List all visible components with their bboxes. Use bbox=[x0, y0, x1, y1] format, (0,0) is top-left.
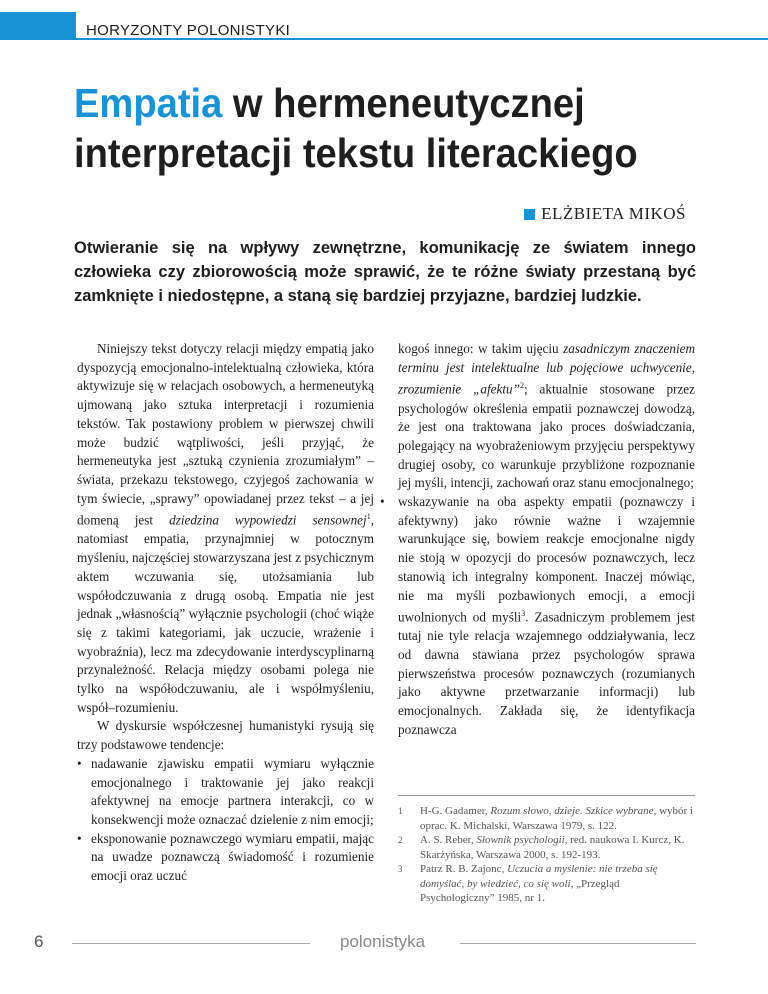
bullet-item bbox=[77, 755, 374, 830]
footnote-italic: Uczucia a myślenie: nie trzeba się domyślać, by wiedzieć, co się woli bbox=[420, 863, 658, 890]
page-number: 6 bbox=[34, 932, 44, 951]
article-title bbox=[74, 78, 669, 178]
body-paragraph: W dyskursie współczesnej humanistyki rysują się trzy podstawowe tendencje: bbox=[77, 718, 374, 753]
bullet-icon: • bbox=[77, 830, 82, 846]
footnote bbox=[398, 862, 695, 906]
text-run: , natomiast empatia, przynajmniej w potocznym myśleniu, najczęściej stowarzyszana jest z psychicznym aktem wczuwania się, utożsamiania lub współodczuwania z drugą osobą. Empatia nie jest jednak „własnością” wyłącznie psychologii (choć wiąże się z takimi kategoriami, jak uczucie, wrażenie i wyobraźnia), lecz ma zdecydowanie interdyscyplinarną przynależność. Relacja między osobami polega nie tylko na współodczuwaniu, ale i współmyśleniu, współ–rozumieniu. bbox=[77, 512, 374, 715]
footer-rule bbox=[72, 943, 310, 944]
footnote-text: , „Przegląd Psychologiczny” 1985, nr 1. bbox=[420, 877, 620, 904]
body-paragraph bbox=[77, 340, 374, 717]
italic-run: zasadniczym znaczeniem terminu jest intelektualne lub pojęciowe uchwycenie, zrozumienie „afektu” bbox=[398, 341, 695, 397]
bullet-icon: • bbox=[380, 494, 385, 510]
footnote-number: 3 bbox=[398, 864, 403, 874]
footnote-number: 1 bbox=[398, 806, 403, 816]
bullet-icon: • bbox=[77, 755, 82, 771]
footnote-text: H-G. Gadamer, bbox=[420, 805, 491, 817]
footnote-ref: 2 bbox=[519, 381, 524, 391]
title-rest: w hermeneutycznej interpretacji tekstu literackiego bbox=[74, 80, 638, 176]
bullet-item bbox=[77, 830, 374, 886]
title-accent-word: Empatia bbox=[74, 80, 223, 126]
footnote-text: , wybór i oprac. K. Michalski, Warszawa 1979, s. 122. bbox=[420, 805, 693, 832]
lead-paragraph: Otwieranie się na wpływy zewnętrzne, komunikację ze światem innego człowieka czy zbiorowością może sprawić, że te różne światy przestaną być zamknięte i niedostępne, a staną się bardziej przyjazne, bardziej ludzkie. bbox=[74, 239, 696, 305]
body-paragraph bbox=[398, 340, 695, 493]
footnote-number: 2 bbox=[398, 835, 403, 845]
bullet-text: nadawanie zjawisku empatii wymiaru wyłącznie emocjonalnego i traktowanie jej jako reakcji afektywnej na emocje partnera interakcji, co w konsekwencji może oznaczać dzielenie z nim emocji; bbox=[91, 755, 374, 827]
footnote-ref: 3 bbox=[521, 609, 526, 619]
left-column bbox=[77, 340, 374, 886]
footnote-italic: Słownik psychologii bbox=[476, 834, 565, 846]
right-column bbox=[380, 340, 695, 740]
footnote-text: , red. naukowa I. Kurcz, K. Skarżyńska, Warszawa 2000, s. 192-193. bbox=[420, 834, 685, 861]
section-label: HORYZONTY POLONISTYKI bbox=[86, 22, 291, 39]
footer-rule bbox=[460, 943, 696, 944]
bullet-text: . Zasadniczym problemem jest tutaj nie tyle relacja wzajemnego oddziaływania, lecz od dawna stawiana przez psychologów sprawa pierwszeństwa procesów poznawczych (rozumianych jako aktywne przetwarzanie informacji) lub emocjonalnych. Zakłada się, że identyfikacja poznawcza bbox=[398, 609, 695, 737]
footnote bbox=[398, 833, 695, 862]
bullet-text: eksponowanie poznawczego wymiaru empatii, mając na uwadze poznawczą świadomość i rozumienie emocji oraz uczuć bbox=[91, 830, 374, 884]
author-square-icon bbox=[524, 209, 535, 220]
text-run: Niniejszy tekst dotyczy relacji między empatią jako dyspozycją emocjonalno-intelektualną człowieka, która aktywizuje się w relacjach osobowych, a hermeneutyką ujmowaną jako sztuka interpretacji i rozumienia tekstów. Tak postawiony problem w pierwszej chwili może budzić wątpliwości, jeśli przyjąć, że hermeneutyka jest „sztuką czynienia zrozumiałym” – świata, przekazu tekstowego, czyjegoś zachowania w tym świecie, „sprawy” opowiadanej przez tekst – a jej domeną jest bbox=[77, 341, 374, 528]
bullet-item bbox=[380, 493, 695, 740]
header-accent-block bbox=[0, 12, 76, 40]
footnotes bbox=[398, 795, 695, 906]
footnote-text: Patrz R. B. Zajonc, bbox=[420, 863, 508, 875]
text-run: kogoś innego: w takim ujęciu bbox=[398, 341, 564, 356]
footnote bbox=[398, 804, 695, 833]
bullet-text: wskazywanie na oba aspekty empatii (poznawczy i afektywny) jako równie ważne i wzajemnie warunkujące się, bowiem reakcje emocjonalne nigdy nie stoją w opozycji do procesów poznawczych, lecz stanowią ich integralny komponent. Inaczej mówiąc, nie ma myśli pozbawionych emocji, a emocji uwolnionych od myśli bbox=[398, 494, 695, 625]
author-name: ELŻBIETA MIKOŚ bbox=[541, 204, 686, 223]
italic-run: dziedzina wypowiedzi sensownej bbox=[169, 512, 367, 528]
footnote-ref: 1 bbox=[366, 512, 371, 522]
footnote-text: A. S. Reber, bbox=[420, 834, 477, 846]
text-run: ; aktualnie stosowane przez psychologów określenia empatii poznawczej dowodzą, że jest ona traktowana jako proces doświadczania, polegający na wyobrażeniowym przyjęciu perspektywy drugiej osoby, co warunkuje przybliżone rozpoznanie jej myśli, intencji, zachowań oraz stanu emocjonalnego; bbox=[398, 381, 695, 491]
footnote-italic: Rozum słowo, dzieje. Szkice wybrane bbox=[490, 805, 654, 817]
journal-name: polonistyka bbox=[340, 932, 426, 951]
author-line bbox=[524, 204, 686, 224]
